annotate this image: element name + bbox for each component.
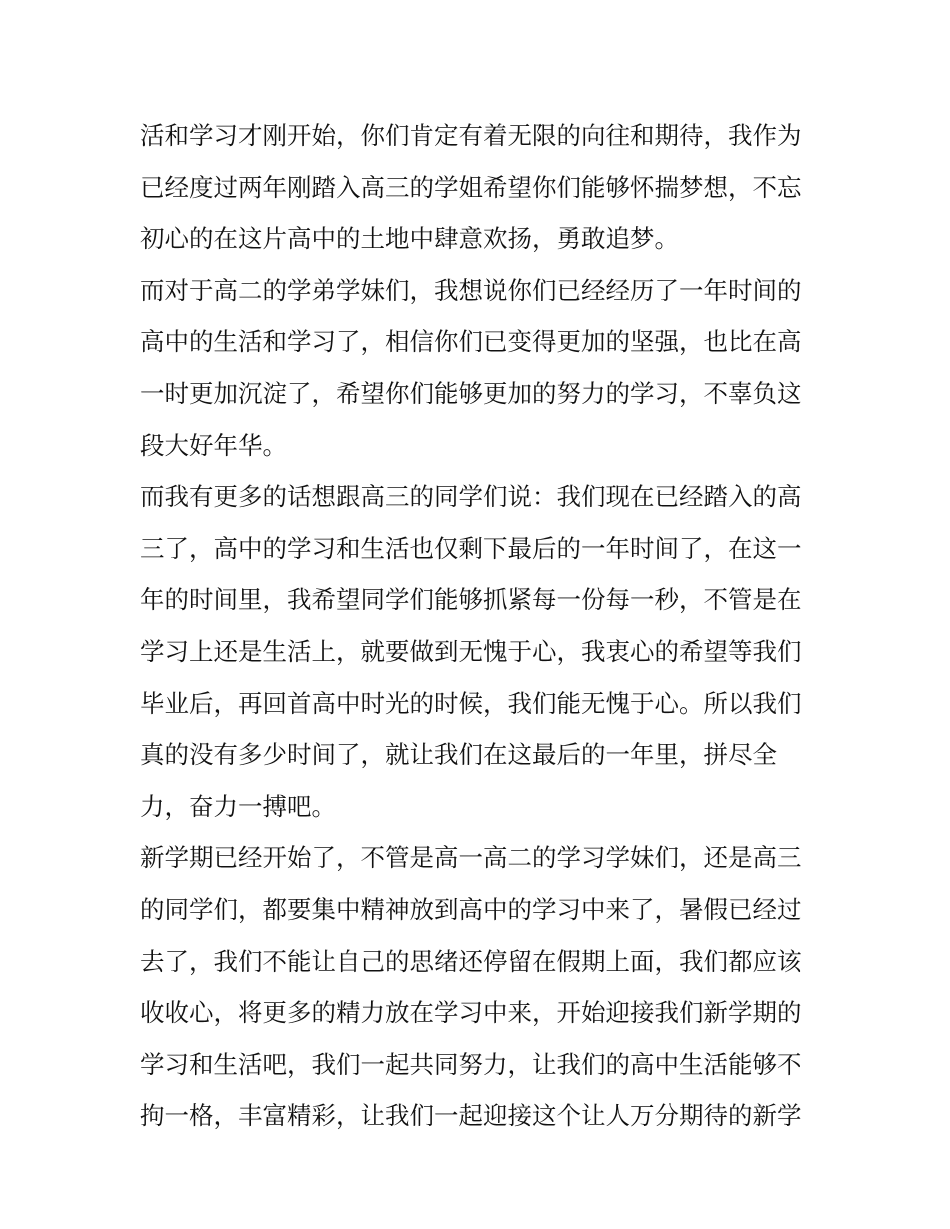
text-line: 去了，我们不能让自己的思绪还停留在假期上面，我们都应该 bbox=[140, 946, 802, 976]
text-line: 而我有更多的话想跟高三的同学们说：我们现在已经踏入的高 bbox=[140, 482, 802, 512]
text-line: 已经度过两年刚踏入高三的学姐希望你们能够怀揣梦想，不忘 bbox=[140, 172, 802, 202]
text-line: 而对于高二的学弟学妹们，我想说你们已经经历了一年时间的 bbox=[140, 275, 802, 305]
text-line: 拘一格，丰富精彩，让我们一起迎接这个让人万分期待的新学 bbox=[140, 1101, 802, 1131]
text-line: 活和学习才刚开始，你们肯定有着无限的向往和期待，我作为 bbox=[140, 121, 802, 150]
text-line: 力，奋力一搏吧。 bbox=[140, 791, 336, 821]
text-line: 新学期已经开始了，不管是高一高二的学习学妹们，还是高三 bbox=[140, 843, 802, 873]
text-line: 段大好年华。 bbox=[140, 430, 287, 460]
text-line: 收收心，将更多的精力放在学习中来，开始迎接我们新学期的 bbox=[140, 998, 802, 1028]
text-line: 的同学们，都要集中精神放到高中的学习中来了，暑假已经过 bbox=[140, 894, 802, 924]
text-line: 高中的生活和学习了，相信你们已变得更加的坚强，也比在高 bbox=[140, 327, 802, 357]
text-line: 学习上还是生活上，就要做到无愧于心，我衷心的希望等我们 bbox=[140, 636, 802, 666]
text-line: 毕业后，再回首高中时光的时候，我们能无愧于心。所以我们 bbox=[140, 688, 802, 718]
text-line: 初心的在这片高中的土地中肆意欢扬，勇敢追梦。 bbox=[140, 224, 679, 254]
text-line: 三了，高中的学习和生活也仅剩下最后的一年时间了，在这一 bbox=[140, 533, 802, 563]
text-line: 年的时间里，我希望同学们能够抓紧每一份每一秒，不管是在 bbox=[140, 585, 802, 615]
text-line: 真的没有多少时间了，就让我们在这最后的一年里，拼尽全 bbox=[140, 740, 777, 770]
text-line: 一时更加沉淀了，希望你们能够更加的努力的学习，不辜负这 bbox=[140, 378, 802, 408]
body-text bbox=[140, 110, 820, 1142]
text-line: 学习和生活吧，我们一起共同努力，让我们的高中生活能够不 bbox=[140, 1049, 802, 1079]
